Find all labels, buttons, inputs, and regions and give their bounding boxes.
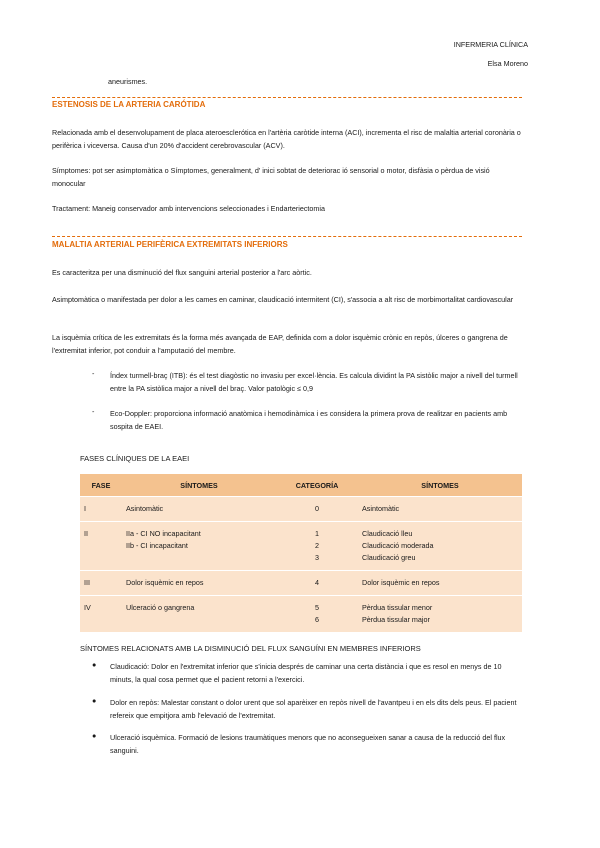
- cell-sintomes: [122, 596, 276, 633]
- section-title-carotida: ESTENOSIS DE LA ARTERIA CARÓTIDA: [52, 100, 206, 109]
- cell-line: 4: [315, 578, 319, 587]
- header-author: Elsa Moreno: [487, 59, 528, 68]
- table-row: [80, 596, 522, 633]
- cell-fase: II: [80, 522, 122, 571]
- section-title-symptoms: SÍNTOMES RELACIONATS AMB LA DISMINUCIÓ DEL FLUX SANGUÍNI EN MEMBRES INFERIORS: [80, 644, 421, 653]
- table-header-row: [80, 474, 522, 497]
- carry-over-text: aneurismes.: [108, 77, 148, 86]
- cell-line: Claudicació greu: [362, 553, 416, 562]
- paragraph: Símptomes: pot ser asimptomàtica o Símptomes, generalment, d' inici sobtat de deteriorac ió sensorial o motor, disfàsia o pèrdua de visió monocular: [52, 166, 490, 188]
- cell-line: Dolor isquèmic en repos: [362, 578, 440, 587]
- column-header: SÍNTOMES: [358, 474, 522, 497]
- dash-marker: -: [92, 407, 95, 416]
- cell-line: 1: [315, 529, 319, 538]
- paragraph: La isquèmia crítica de les extremitats és la forma més avançada de EAP, definida com a dolor isquèmic crònic en repòs, úlceres o gangrena de l'extremitat inferior, pot conduir a l'amputació del membre.: [52, 333, 508, 355]
- column-header: FASE: [80, 474, 122, 497]
- table-row: [80, 497, 522, 522]
- cell-line: Pèrdua tissular major: [362, 615, 430, 624]
- cell-line: IIa - CI NO incapacitant: [126, 529, 201, 538]
- bullet-marker: ●: [92, 696, 97, 705]
- cell-fase: IV: [80, 596, 122, 633]
- list-item: Claudicació: Dolor en l'extremitat inferior que s'inicia després de caminar una certa distància i que es resol en menys de 10 minuts, la qual cosa permet que el pacient retorni a l'exercici.: [110, 662, 502, 684]
- cell-line: 5: [315, 603, 319, 612]
- paragraph: Es caracteritza per una disminució del flux sanguini arterial posterior a l'arc aòrtic.: [52, 268, 312, 277]
- cell-sintomes2: [358, 497, 522, 522]
- cell-line: Claudicació lleu: [362, 529, 413, 538]
- cell-line: Asintomàtic: [126, 504, 164, 513]
- table-row: [80, 571, 522, 596]
- table-row: [80, 522, 522, 571]
- cell-line: 0: [315, 504, 319, 513]
- column-header: SÍNTOMES: [122, 474, 276, 497]
- table-title: FASES CLÍNIQUES DE LA EAEI: [80, 454, 190, 463]
- cell-line: 2: [315, 541, 319, 550]
- cell-line: 3: [315, 553, 319, 562]
- cell-line: IIb - CI incapacitant: [126, 541, 188, 550]
- cell-sintomes: [122, 522, 276, 571]
- paragraph: Relacionada amb el desenvolupament de placa ateroesclerótica en l'artèria caròtide interna (ACI), incrementa el risc de malaltia arterial coronària o perifèrica i viceversa. Causa d'un 20% d'accident cerebrovascular (ACV).: [52, 128, 521, 150]
- column-header: CATEGORÍA: [276, 474, 358, 497]
- header-course: INFERMERIA CLÍNICA: [453, 40, 528, 49]
- cell-fase: I: [80, 497, 122, 522]
- cell-sintomes2: [358, 522, 522, 571]
- cell-line: Claudicació moderada: [362, 541, 434, 550]
- list-item: Ulceració isquèmica. Formació de lesions traumàtiques menors que no aconsegueixen sanar a causa de la reducció del flux sanguini.: [110, 733, 506, 755]
- cell-sintomes2: [358, 596, 522, 633]
- cell-categoria: [276, 571, 358, 596]
- list-item: Dolor en repòs: Malestar constant o dolor urent que sol aparèixer en repòs nivell de l'avantpeu i en els dits dels peus. El pacient refereix que empitjora amb l'elevació de l'extremitat.: [110, 698, 517, 720]
- section-divider: [52, 236, 522, 237]
- bullet-marker: ●: [92, 731, 97, 740]
- cell-sintomes: [122, 497, 276, 522]
- cell-line: Ulceració o gangrena: [126, 603, 195, 612]
- cell-categoria: [276, 522, 358, 571]
- cell-categoria: [276, 497, 358, 522]
- bullet-marker: ●: [92, 660, 97, 669]
- cell-line: 6: [315, 615, 319, 624]
- phases-table: [80, 474, 522, 632]
- paragraph: Tractament: Maneig conservador amb intervencions seleccionades i Endarteriectomia: [52, 204, 325, 213]
- cell-line: Asintomàtic: [362, 504, 400, 513]
- dash-marker: -: [92, 369, 95, 378]
- cell-fase: III: [80, 571, 122, 596]
- cell-sintomes2: [358, 571, 522, 596]
- list-item: Índex turmell-braç (ITB): és el test diagòstic no invasiu per excel·lència. Es calcula dividint la PA sistòlic major a nivell del turmell entre la PA sistòlica major a nivell del braç. Valor patològic ≤ 0,9: [110, 371, 518, 393]
- cell-line: Pèrdua tissular menor: [362, 603, 433, 612]
- cell-categoria: [276, 596, 358, 633]
- cell-sintomes: [122, 571, 276, 596]
- cell-line: Dolor isquèmic en repos: [126, 578, 204, 587]
- paragraph: Asimptomàtica o manifestada per dolor a les cames en caminar, claudicació intermitent (CI), s'associa a alt risc de morbimortalitat cardiovascular: [52, 295, 514, 304]
- section-divider: [52, 97, 522, 98]
- list-item: Eco-Doppler: proporciona informació anatòmica i hemodinàmica i es considera la primera prova de realitzar en pacients amb sospita de EAEI.: [110, 409, 508, 431]
- section-title-eap: MALALTIA ARTERIAL PERIFÈRICA EXTREMITATS INFERIORS: [52, 240, 288, 249]
